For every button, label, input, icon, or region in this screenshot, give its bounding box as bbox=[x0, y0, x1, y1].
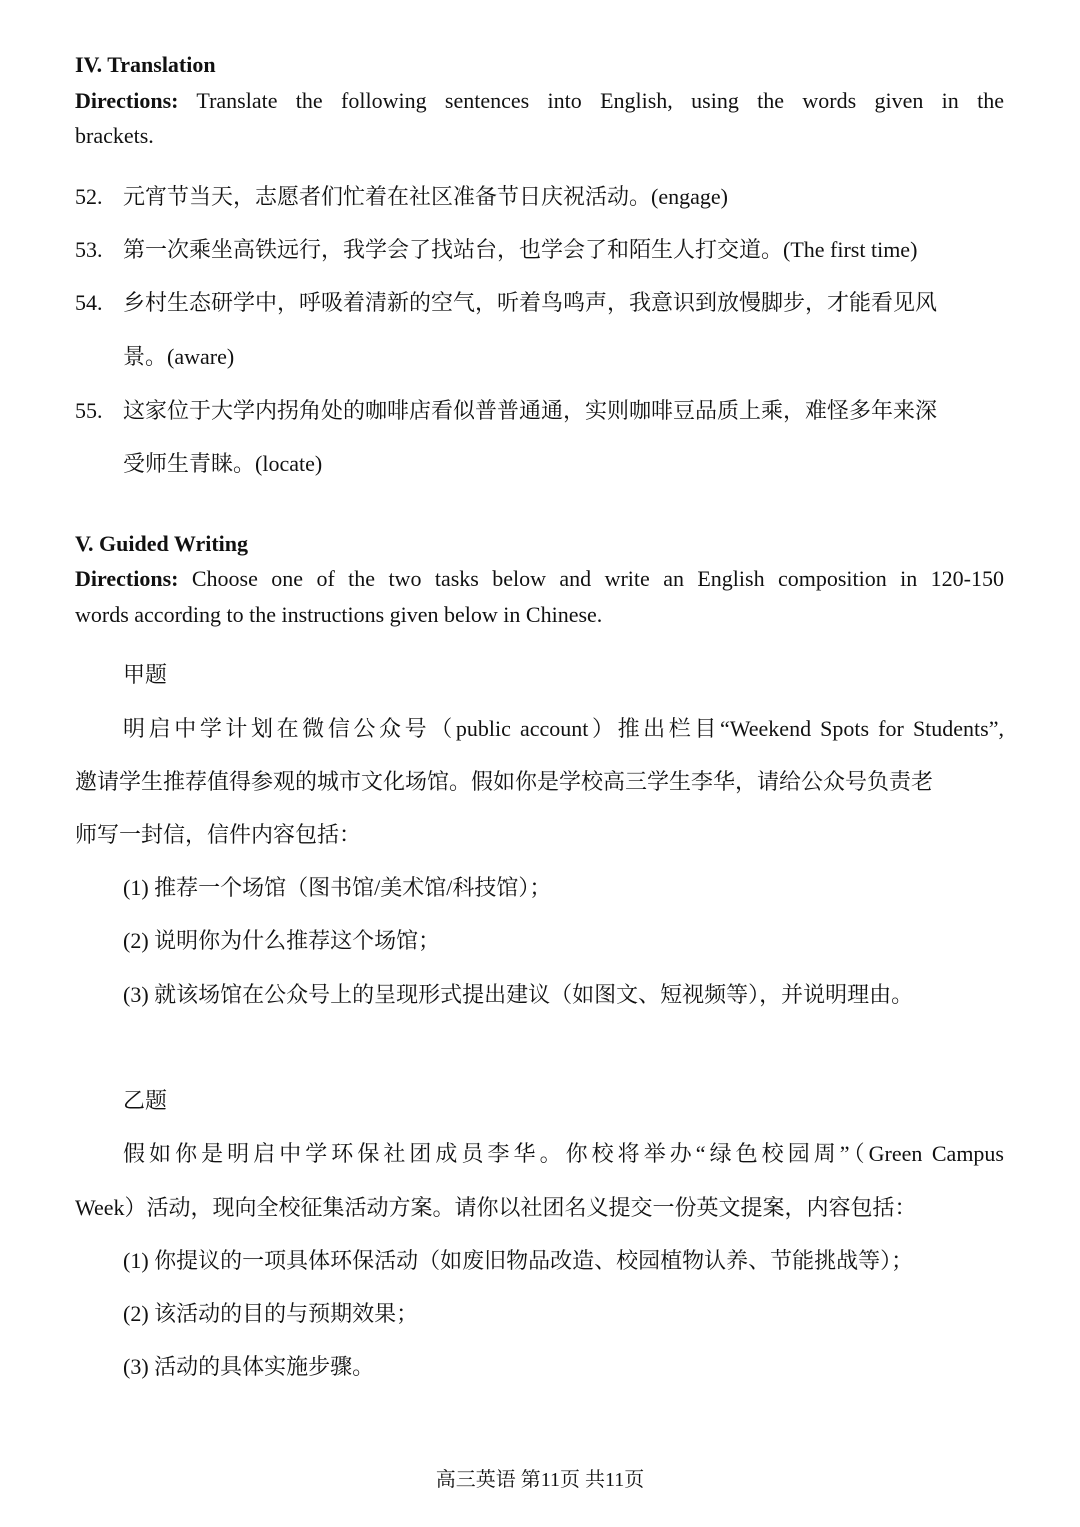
task-b-paragraph-line1: 假如你是明启中学环保社团成员李华。你校将举办“绿色校园周”（Green Campus bbox=[123, 1141, 1004, 1166]
task-b-label: 乙题 bbox=[123, 1088, 168, 1113]
question-55-continued: 受师生青睐。(locate) bbox=[123, 451, 323, 476]
task-b-point-3: (3) 活动的具体实施步骤。 bbox=[123, 1354, 375, 1379]
question-number: 53. bbox=[75, 237, 103, 262]
directions-label: Directions: bbox=[75, 88, 179, 113]
task-b-point-2: (2) 该活动的目的与预期效果； bbox=[123, 1301, 419, 1326]
question-number: 54. bbox=[75, 290, 103, 315]
directions-text: Choose one of the two tasks below and write an English composition in 120-150 bbox=[191, 566, 1005, 591]
question-52 bbox=[75, 182, 728, 212]
task-a-point-1: (1) 推荐一个场馆（图书馆/美术馆/科技馆）； bbox=[123, 875, 552, 900]
task-b-paragraph-line2: Week）活动，现向全校征集活动方案。请你以社团名义提交一份英文提案，内容包括： bbox=[75, 1195, 917, 1220]
task-a-label: 甲题 bbox=[123, 662, 168, 687]
task-a-point-2: (2) 说明你为什么推荐这个场馆； bbox=[123, 928, 441, 953]
section-iv-directions-line1 bbox=[75, 86, 1004, 116]
section-iv-title: IV. Translation bbox=[75, 52, 216, 77]
task-a-paragraph-line2: 邀请学生推荐值得参观的城市文化场馆。假如你是学校高三学生李华，请给公众号负责老 bbox=[75, 769, 934, 794]
question-text: 元宵节当天，志愿者们忙着在社区准备节日庆祝活动。(engage) bbox=[123, 184, 728, 209]
question-53 bbox=[75, 235, 917, 265]
question-number: 52. bbox=[75, 184, 103, 209]
question-text: 乡村生态研学中，呼吸着清新的空气，听着鸟鸣声，我意识到放慢脚步，才能看见风 bbox=[123, 290, 938, 315]
question-text: 第一次乘坐高铁远行，我学会了找站台，也学会了和陌生人打交道。(The first time) bbox=[123, 237, 918, 262]
section-v-title: V. Guided Writing bbox=[75, 531, 249, 556]
question-54-continued: 景。(aware) bbox=[123, 344, 235, 369]
question-54 bbox=[75, 288, 937, 318]
task-a-point-3: (3) 就该场馆在公众号上的呈现形式提出建议（如图文、短视频等），并说明理由。 bbox=[123, 982, 914, 1007]
question-number: 55. bbox=[75, 398, 103, 423]
task-a-paragraph-line1: 明启中学计划在微信公众号（public account）推出栏目“Weekend Spots for Students”, bbox=[123, 716, 1004, 741]
page-footer: 高三英语 第11页 共11页 bbox=[435, 1469, 645, 1491]
question-text: 这家位于大学内拐角处的咖啡店看似普普通通，实则咖啡豆品质上乘，难怪多年来深 bbox=[123, 398, 938, 423]
section-v-directions-line1 bbox=[75, 564, 1004, 594]
directions-text: Translate the following sentences into English, using the words given in the bbox=[196, 88, 1004, 113]
question-55 bbox=[75, 396, 937, 426]
directions-label: Directions: bbox=[75, 566, 179, 591]
task-b-point-1: (1) 你提议的一项具体环保活动（如废旧物品改造、校园植物认养、节能挑战等）； bbox=[123, 1248, 914, 1273]
section-v-directions-line2: words according to the instructions given below in Chinese. bbox=[75, 602, 603, 627]
section-iv-directions-line2: brackets. bbox=[75, 123, 154, 148]
task-a-paragraph-line3: 师写一封信，信件内容包括： bbox=[75, 822, 362, 847]
